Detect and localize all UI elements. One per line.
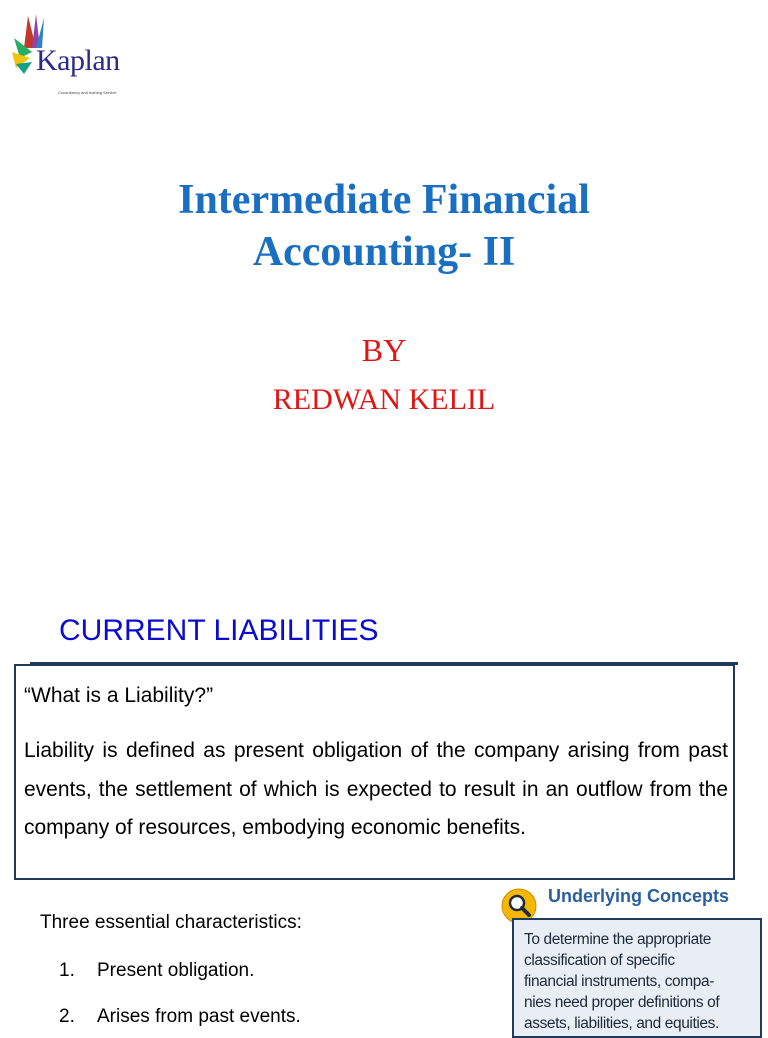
underlying-concepts-line: classification of specific [524,952,675,969]
page-title [0,174,768,278]
underlying-concepts-box [512,918,762,1038]
characteristics-heading: Three essential characteristics: [40,912,302,933]
underlying-concepts-line: assets, liabilities, and equities. [524,1015,719,1032]
byline-by: BY [361,332,407,368]
underlying-concepts-line: nies need proper definitions of [524,994,720,1011]
characteristic-item [59,960,254,982]
kaplan-logo [6,8,120,95]
title-line-1: Intermediate Financial [178,177,590,223]
underlying-concepts-title: Underlying Concepts [548,886,730,906]
section-heading: CURRENT LIABILITIES [59,614,379,647]
characteristic-number: 2. [59,1006,75,1027]
characteristic-item [59,1006,301,1028]
underlying-concepts-line: To determine the appropriate [524,931,711,948]
underlying-concepts-line: financial instruments, compa- [524,973,714,990]
definition-text: Liability is defined as present obligation of the company arising from past events, the settlement of which is expected to result in an outflow from the company of resources, embodying economic benefits. [24,739,728,839]
byline-author: REDWAN KELIL [272,383,496,416]
characteristic-text: Arises from past events. [97,1006,301,1027]
logo-tagline: Consultancy and training Service [58,90,117,95]
definition-question: “What is a Liability?” [24,684,214,707]
characteristic-text: Present obligation. [97,960,255,981]
title-line-2: Accounting- II [252,229,516,275]
characteristic-number: 1. [59,960,75,981]
definition-box [14,664,735,880]
logo-wordmark: Kaplan [36,44,120,77]
